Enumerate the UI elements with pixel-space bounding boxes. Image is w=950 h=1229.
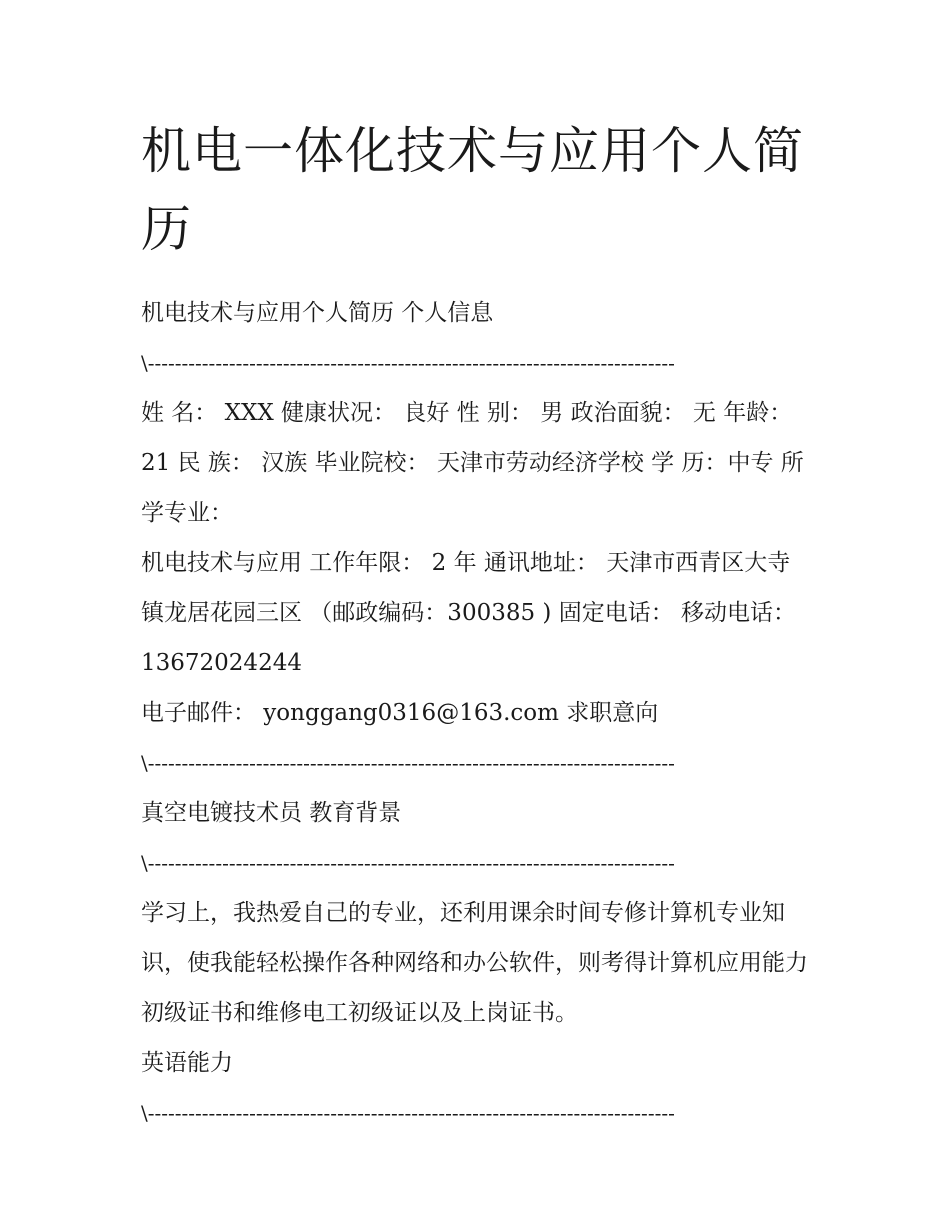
separator-line: \------------------------------------------------------------------------------ xyxy=(141,851,675,875)
email-paragraph: 电子邮件： yonggang0316@163.com 求职意向 xyxy=(141,700,659,726)
section-heading-personal-info: 机电技术与应用个人简历 个人信息 xyxy=(141,300,494,326)
education-paragraph: 学习上，我热爱自己的专业，还利用课余时间专修计算机专业知识，使我能轻松操作各种网络和办公软件，则考得计算机应用能力初级证书和维修电工初级证以及上岗证书。 xyxy=(141,900,808,1026)
separator-line: \------------------------------------------------------------------------------ xyxy=(141,751,675,775)
contact-info-paragraph: 机电技术与应用 工作年限： 2 年 通讯地址： 天津市西青区大寺镇龙居花园三区 （邮政编码：300385 ) 固定电话： 移动电话： 13672024244 xyxy=(141,550,797,676)
separator-line: \------------------------------------------------------------------------------ xyxy=(141,351,675,375)
separator-line: \------------------------------------------------------------------------------ xyxy=(141,1101,675,1125)
personal-info-paragraph: 姓 名： XXX 健康状况： 良好 性 别： 男 政治面貌： 无 年龄： 21 民 族： 汉族 毕业院校： 天津市劳动经济学校 学 历：中专 所学专业： xyxy=(141,400,804,526)
section-heading-english: 英语能力 xyxy=(141,1050,233,1076)
document-body xyxy=(141,112,813,1138)
job-intention-paragraph: 真空电镀技术员 教育背景 xyxy=(141,800,402,826)
page-title: 机电一体化技术与应用个人简历 xyxy=(141,122,804,258)
